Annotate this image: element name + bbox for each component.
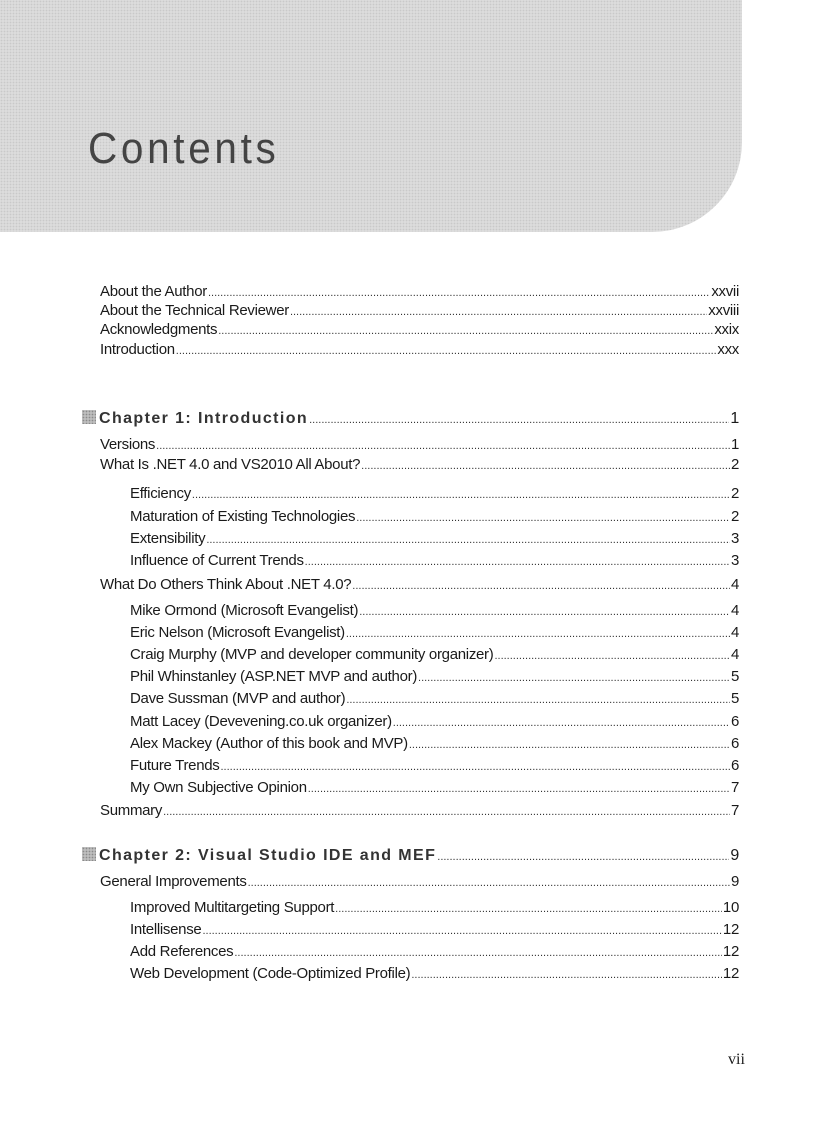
chapter-marker-icon [82, 410, 96, 424]
toc-subentry[interactable]: Alex Mackey (Author of this book and MVP) ..... 6 [130, 734, 739, 754]
toc-subentry[interactable]: Maturation of Existing Technologies ..... 2 [130, 507, 739, 527]
header-band [0, 0, 742, 232]
toc-subentry[interactable]: Eric Nelson (Microsoft Evangelist) ..... 4 [130, 623, 739, 643]
toc-entry-acknowledgments[interactable]: Acknowledgments ..... xxix [100, 320, 739, 340]
chapter-marker-icon [82, 847, 96, 861]
toc-entry[interactable]: What Is .NET 4.0 and VS2010 All About? ..... 2 [100, 455, 739, 475]
toc-subentry[interactable]: My Own Subjective Opinion ..... 7 [130, 778, 739, 798]
toc-subentry[interactable]: Dave Sussman (MVP and author) ..... 5 [130, 689, 739, 709]
toc-subentry[interactable]: Mike Ormond (Microsoft Evangelist) ..... 4 [130, 601, 739, 621]
toc-subentry[interactable]: Extensibility ..... 3 [130, 529, 739, 549]
toc-subentry[interactable]: Web Development (Code-Optimized Profile) ..... 12 [130, 964, 739, 984]
toc-entry[interactable]: General Improvements ..... 9 [100, 872, 739, 892]
toc-subentry[interactable]: Future Trends ..... 6 [130, 756, 739, 776]
toc-chapter-2[interactable]: Chapter 2: Visual Studio IDE and MEF ..... 9 [82, 844, 739, 868]
toc-subentry[interactable]: Efficiency ..... 2 [130, 484, 739, 504]
toc-subentry[interactable]: Improved Multitargeting Support ..... 10 [130, 898, 739, 918]
toc-chapter-1[interactable]: Chapter 1: Introduction ..... 1 [82, 407, 739, 431]
toc-subentry[interactable]: Matt Lacey (Devevening.co.uk organizer) ..... 6 [130, 712, 739, 732]
toc-entry[interactable]: What Do Others Think About .NET 4.0? ..... 4 [100, 575, 739, 595]
toc-subentry[interactable]: Craig Murphy (MVP and developer community organizer) ..... 4 [130, 645, 739, 665]
toc-entry[interactable]: Summary ..... 7 [100, 801, 739, 821]
toc-entry[interactable]: Versions ..... 1 [100, 435, 739, 455]
toc-subentry[interactable]: Add References ..... 12 [130, 942, 739, 962]
toc-entry-introduction[interactable]: Introduction ..... xxx [100, 340, 739, 360]
page-title: Contents [88, 124, 280, 173]
toc-entry-about-author[interactable]: About the Author ..... xxvii [100, 282, 739, 302]
toc-subentry[interactable]: Influence of Current Trends ..... 3 [130, 551, 739, 571]
toc-entry-about-reviewer[interactable]: About the Technical Reviewer ..... xxviii [100, 301, 739, 321]
toc-subentry[interactable]: Intellisense ..... 12 [130, 920, 739, 940]
page-number: vii [728, 1051, 745, 1068]
toc-subentry[interactable]: Phil Whinstanley (ASP.NET MVP and author) ..... 5 [130, 667, 739, 687]
